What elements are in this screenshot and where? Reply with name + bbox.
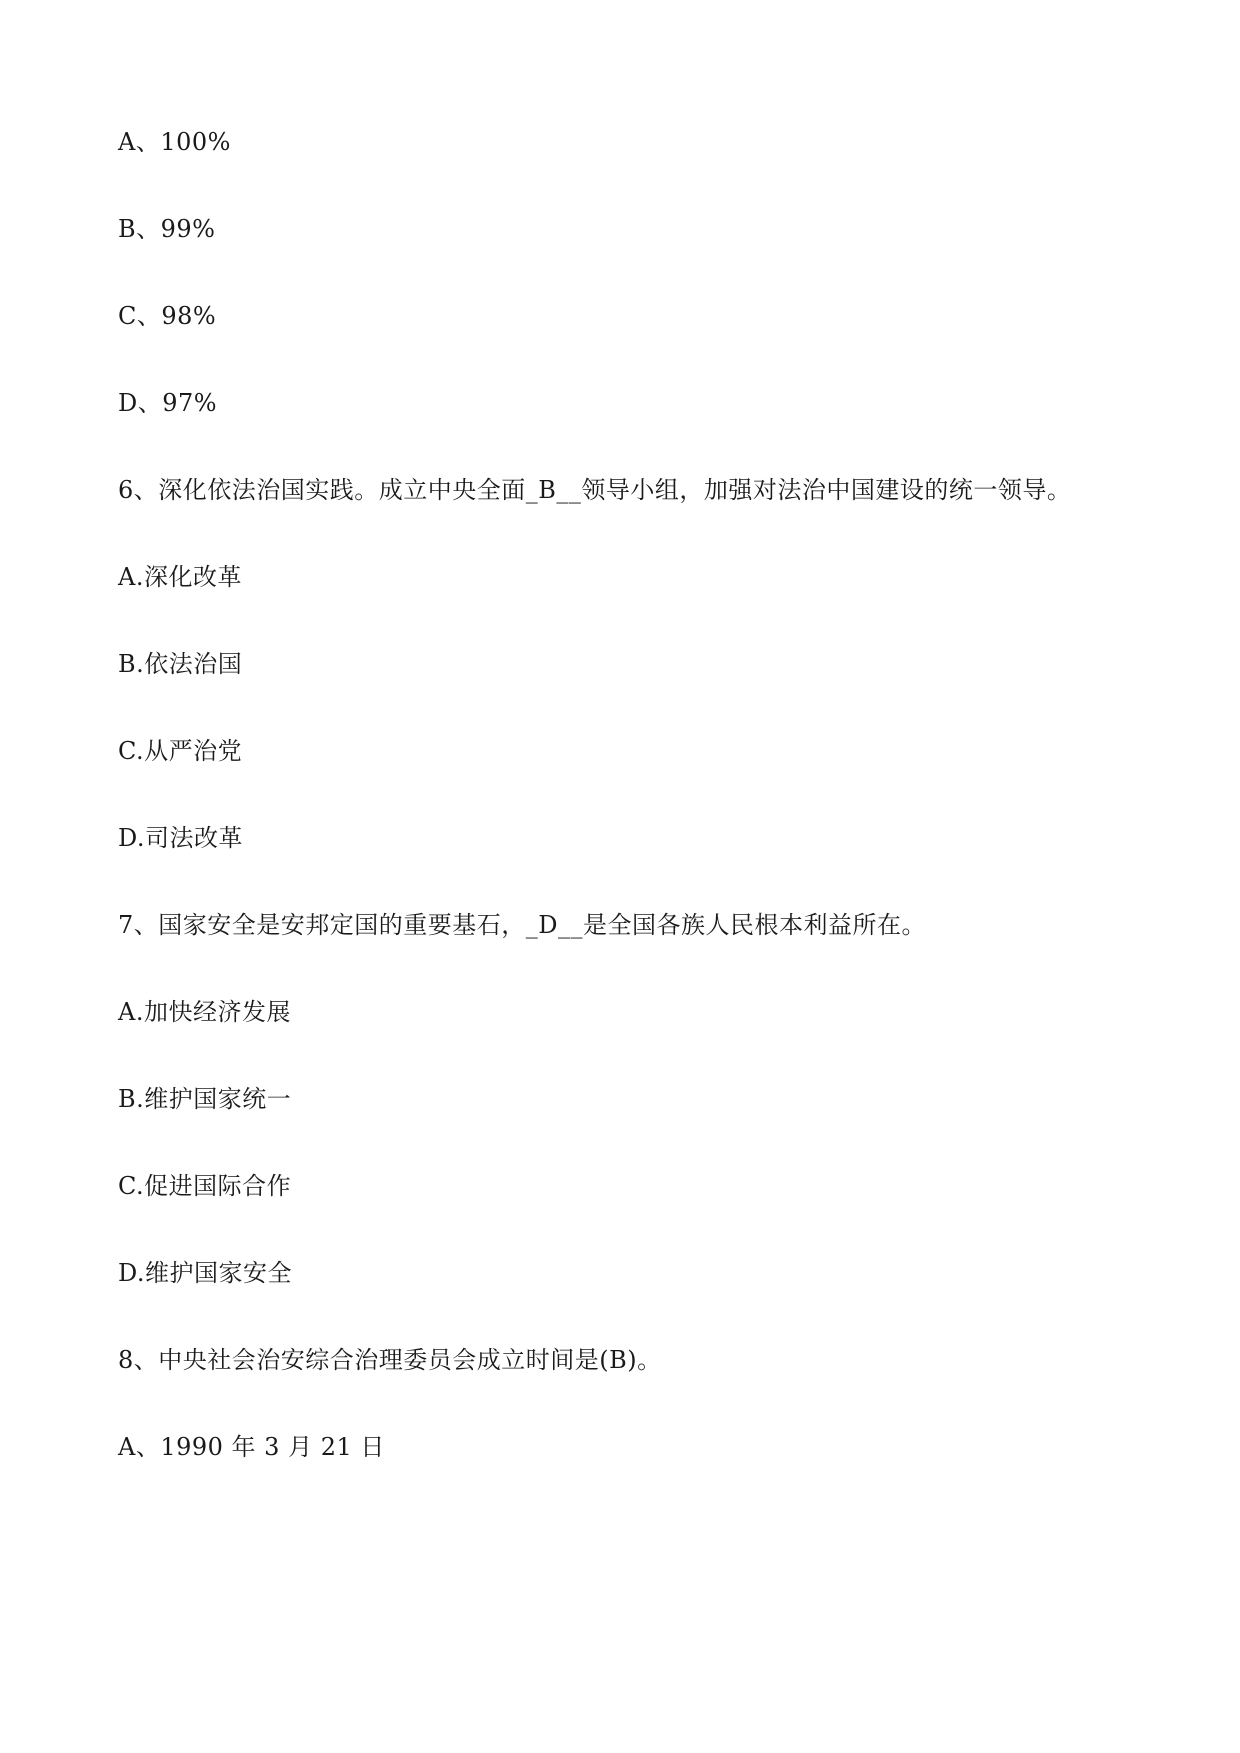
option-line: D.维护国家安全: [118, 1259, 293, 1287]
option-line: B.依法治国: [118, 650, 243, 678]
option-line: C.促进国际合作: [118, 1172, 292, 1200]
question-line: 8、中央社会治安综合治理委员会成立时间是(B)。: [118, 1346, 662, 1374]
option-line: D、97%: [118, 389, 218, 417]
option-line: C.从严治党: [118, 737, 243, 765]
option-line: D.司法改革: [118, 824, 244, 852]
question-line: 6、深化依法治国实践。成立中央全面_B__领导小组，加强对法治中国建设的统一领导。: [118, 476, 1072, 504]
question-line: 7、国家安全是安邦定国的重要基石，_D__是全国各族人民根本利益所在。: [118, 911, 927, 939]
option-line: B、99%: [118, 215, 216, 243]
option-line: C、98%: [118, 302, 217, 330]
option-line: A、1990 年 3 月 21 日: [118, 1433, 385, 1461]
option-line: A.深化改革: [118, 563, 242, 591]
option-line: A、100%: [118, 128, 231, 156]
option-line: A.加快经济发展: [118, 998, 291, 1026]
option-line: B.维护国家统一: [118, 1085, 292, 1113]
